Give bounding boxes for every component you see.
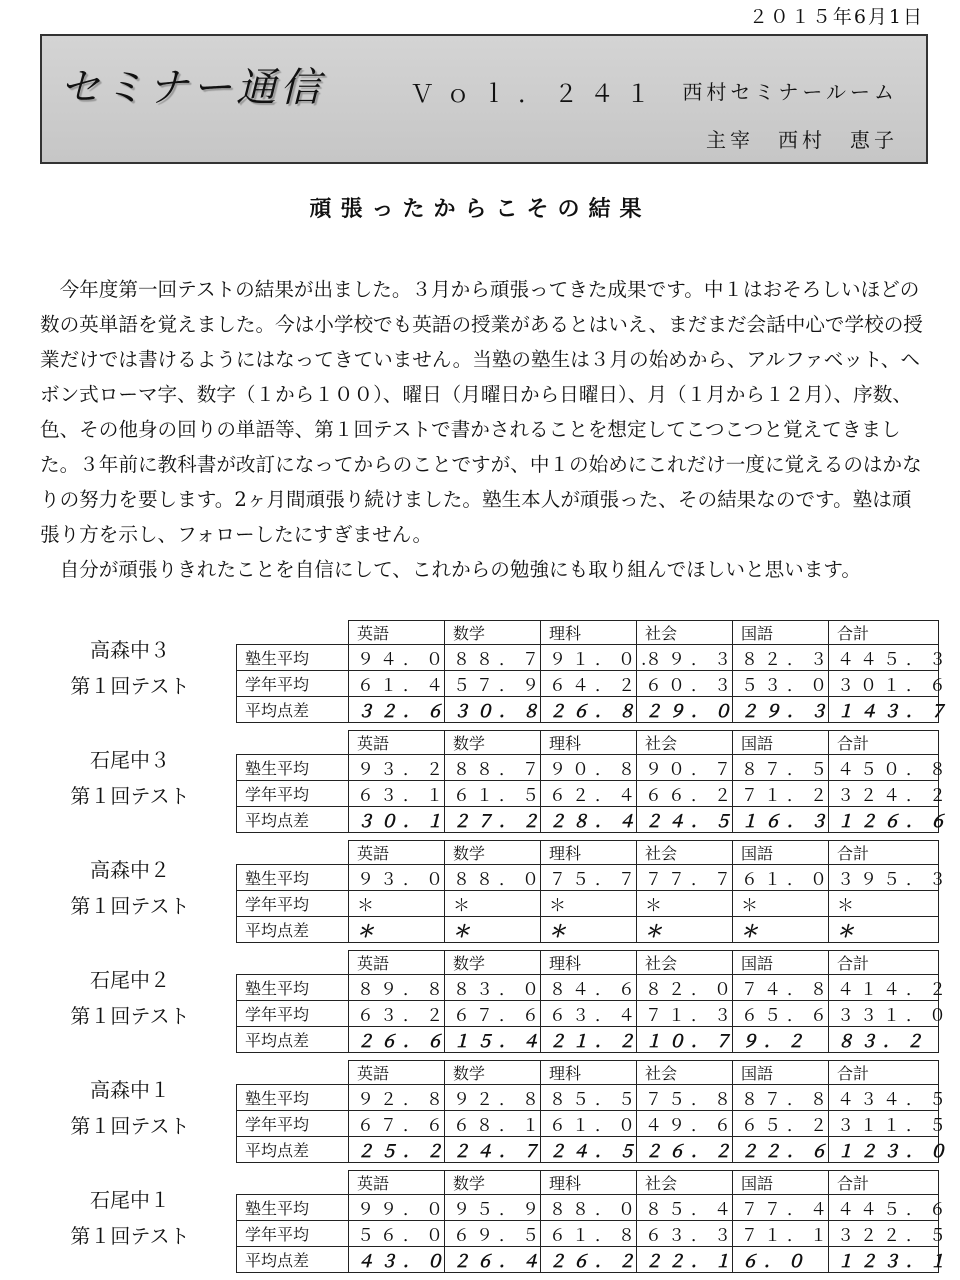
subject-header: 理科 xyxy=(541,1061,637,1085)
score-cell: ６７．６ xyxy=(445,1001,541,1027)
score-cell: ＊ xyxy=(829,891,939,917)
row-label: 塾生平均 xyxy=(237,1085,349,1111)
row-label: 平均点差 xyxy=(237,697,349,723)
header-blank-cell xyxy=(237,621,349,645)
table-row xyxy=(237,917,939,943)
subject-header: 数学 xyxy=(445,841,541,865)
subject-header: 合計 xyxy=(829,621,939,645)
row-label: 塾生平均 xyxy=(237,1195,349,1221)
section-label xyxy=(62,1072,198,1144)
row-label: 塾生平均 xyxy=(237,645,349,671)
score-cell: ８４．６ xyxy=(541,975,637,1001)
score-cell: ６１．４ xyxy=(349,671,445,697)
subject-header: 理科 xyxy=(541,731,637,755)
volume-number: Ｖｏｌ．２４１ xyxy=(410,80,662,108)
row-label: 塾生平均 xyxy=(237,975,349,1001)
subject-header: 合計 xyxy=(829,841,939,865)
table-header-row xyxy=(237,1061,939,1085)
subject-header: 数学 xyxy=(445,951,541,975)
subject-header: 英語 xyxy=(349,731,445,755)
table-row xyxy=(237,1111,939,1137)
article-headline: 頑張ったからこその結果 xyxy=(309,196,651,222)
score-cell: ＊ xyxy=(349,891,445,917)
score-cell: ９０．８ xyxy=(541,755,637,781)
table-row xyxy=(237,1001,939,1027)
score-cell: １０．７ xyxy=(637,1027,733,1053)
score-cell: ２５．２ xyxy=(349,1137,445,1163)
subject-header: 理科 xyxy=(541,841,637,865)
subject-header: 社会 xyxy=(637,841,733,865)
score-cell: １４３．７ xyxy=(829,697,939,723)
score-cell: ２９．３ xyxy=(733,697,829,723)
score-cell: ２６．２ xyxy=(637,1137,733,1163)
subject-header: 国語 xyxy=(733,621,829,645)
table-row xyxy=(237,891,939,917)
score-cell: ４１４．２ xyxy=(829,975,939,1001)
score-cell: ＊ xyxy=(541,891,637,917)
table-row xyxy=(237,865,939,891)
row-label: 学年平均 xyxy=(237,1111,349,1137)
score-cell: ８９．３ xyxy=(637,645,733,671)
score-cell: ７５．７ xyxy=(541,865,637,891)
score-cell: ４９．６ xyxy=(637,1111,733,1137)
score-cell: ９２．８ xyxy=(349,1085,445,1111)
score-cell: ８７．８ xyxy=(733,1085,829,1111)
score-cell: ６０．３ xyxy=(637,671,733,697)
table-row xyxy=(237,697,939,723)
row-label: 学年平均 xyxy=(237,781,349,807)
school-name: 石尾中１ xyxy=(90,1188,170,1212)
subject-header: 合計 xyxy=(829,731,939,755)
score-cell: ６３．４ xyxy=(541,1001,637,1027)
article-paragraph: 自分が頑張りきれたことを自信にして、これからの勉強にも取り組んでほしいと思います。 xyxy=(59,558,861,581)
subject-header: 国語 xyxy=(733,951,829,975)
score-cell: ９４．０ xyxy=(349,645,445,671)
score-section xyxy=(0,950,960,1052)
score-cell: ６５．２ xyxy=(733,1111,829,1137)
header-blank-cell xyxy=(237,1171,349,1195)
row-label: 学年平均 xyxy=(237,891,349,917)
subject-header: 国語 xyxy=(733,1061,829,1085)
header-blank-cell xyxy=(237,951,349,975)
score-cell: ２９．０ xyxy=(637,697,733,723)
test-name: 第１回テスト xyxy=(70,1114,190,1138)
subject-header: 理科 xyxy=(541,1171,637,1195)
article-body xyxy=(40,272,930,587)
subject-header: 合計 xyxy=(829,1061,939,1085)
table-row xyxy=(237,645,939,671)
school-name: 高森中１ xyxy=(90,1078,170,1102)
score-cell: ２６．２ xyxy=(541,1247,637,1273)
row-label: 平均点差 xyxy=(237,1137,349,1163)
score-cell: ６９．５ xyxy=(445,1221,541,1247)
score-cell: ２４．７ xyxy=(445,1137,541,1163)
score-cell: ８２．０ xyxy=(637,975,733,1001)
subject-header: 数学 xyxy=(445,1171,541,1195)
newsletter-banner xyxy=(40,34,928,164)
subject-header: 理科 xyxy=(541,621,637,645)
table-header-row xyxy=(237,731,939,755)
score-cell: ４５０．８ xyxy=(829,755,939,781)
newsletter-title: セミナー通信 xyxy=(60,65,324,111)
subject-header: 社会 xyxy=(637,951,733,975)
section-label xyxy=(62,852,198,924)
score-cell: ＊ xyxy=(733,891,829,917)
table-row xyxy=(237,671,939,697)
table-header-row xyxy=(237,841,939,865)
school-name: 高森中２ xyxy=(90,858,170,882)
row-label: 学年平均 xyxy=(237,671,349,697)
subject-header: 数学 xyxy=(445,621,541,645)
header-blank-cell xyxy=(237,841,349,865)
score-cell: ４４５．６ xyxy=(829,1195,939,1221)
score-cell: ＊ xyxy=(349,917,445,943)
score-cell: ２７．２ xyxy=(445,807,541,833)
subject-header: 社会 xyxy=(637,1061,733,1085)
subject-header: 英語 xyxy=(349,1171,445,1195)
score-cell: ８５．５ xyxy=(541,1085,637,1111)
score-cell: ２２．６ xyxy=(733,1137,829,1163)
organization-name: 西村セミナールーム xyxy=(682,80,898,104)
table-row xyxy=(237,1247,939,1273)
score-cell: ５７．９ xyxy=(445,671,541,697)
score-cell: ６７．６ xyxy=(349,1111,445,1137)
table-row xyxy=(237,755,939,781)
score-cell: ６４．２ xyxy=(541,671,637,697)
subject-header: 数学 xyxy=(445,1061,541,1085)
test-name: 第１回テスト xyxy=(70,784,190,808)
score-cell: ６２．４ xyxy=(541,781,637,807)
score-cell: ８８．７ xyxy=(445,755,541,781)
score-cell: ６１．８ xyxy=(541,1221,637,1247)
score-cell: ３０１．６ xyxy=(829,671,939,697)
section-label xyxy=(62,632,198,704)
row-label: 塾生平均 xyxy=(237,755,349,781)
score-cell: ＊ xyxy=(637,891,733,917)
table-row xyxy=(237,975,939,1001)
school-name: 石尾中２ xyxy=(90,968,170,992)
test-name: 第１回テスト xyxy=(70,1004,190,1028)
subject-header: 数学 xyxy=(445,731,541,755)
score-cell: ９．２ xyxy=(733,1027,829,1053)
header-blank-cell xyxy=(237,1061,349,1085)
score-cell: ６３．１ xyxy=(349,781,445,807)
score-cell: ９３．０ xyxy=(349,865,445,891)
score-cell: ３０．８ xyxy=(445,697,541,723)
score-cell: ＊ xyxy=(445,917,541,943)
score-cell: ６１．０ xyxy=(541,1111,637,1137)
score-cell: ２１．２ xyxy=(541,1027,637,1053)
score-cell: ６８．１ xyxy=(445,1111,541,1137)
score-cell: ３３１．０ xyxy=(829,1001,939,1027)
subject-header: 英語 xyxy=(349,621,445,645)
score-cell: ２６．６ xyxy=(349,1027,445,1053)
score-cell: ９３．２ xyxy=(349,755,445,781)
score-section xyxy=(0,1060,960,1162)
row-label: 平均点差 xyxy=(237,917,349,943)
subject-header: 英語 xyxy=(349,1061,445,1085)
score-table xyxy=(236,1170,952,1273)
table-header-row xyxy=(237,1171,939,1195)
score-cell: ９５．９ xyxy=(445,1195,541,1221)
table-header-row xyxy=(237,951,939,975)
test-name: 第１回テスト xyxy=(70,674,190,698)
header-blank-cell xyxy=(237,731,349,755)
row-label: 平均点差 xyxy=(237,1027,349,1053)
score-cell: １２３．０ xyxy=(829,1137,939,1163)
score-cell: ６３．２ xyxy=(349,1001,445,1027)
score-cell: ７１．３ xyxy=(637,1001,733,1027)
subject-header: 合計 xyxy=(829,951,939,975)
row-label: 平均点差 xyxy=(237,807,349,833)
score-cell: ＊ xyxy=(541,917,637,943)
table-row xyxy=(237,1195,939,1221)
table-row xyxy=(237,781,939,807)
score-cell: ９１．０. xyxy=(541,645,637,671)
score-section xyxy=(0,840,960,942)
table-row xyxy=(237,807,939,833)
subject-header: 合計 xyxy=(829,1171,939,1195)
article-paragraph: 今年度第一回テストの結果が出ました。３月から頑張ってきた成果です。中１はおそろしいほどの数の英単語を覚えました。今は小学校でも英語の授業があるとはいえ、まだまだ会話中心で学校の授業だけでは書けるようにはなってきていません。当塾の塾生は３月の始めから、アルファベット、ヘボン式ローマ字、数字（１から１００）、曜日（月曜日から日曜日）、月（１月から１２月）、序数、色、その他身の回りの単語等、第１回テストで書かされることを想定してこつこつと覚えてきました。３年前に教科書が改訂になってからのことですが、中１の始めにこれだけ一度に覚えるのはかなりの努力を要します。2ヶ月間頑張り続けました。塾生本人が頑張った、その結果なのです。塾は頑張り方を示し、フォローしたにすぎません。 xyxy=(40,278,923,546)
score-cell: ７４．８ xyxy=(733,975,829,1001)
score-cell: ９０．７ xyxy=(637,755,733,781)
score-cell: ６３．３ xyxy=(637,1221,733,1247)
score-cell: ６６．２ xyxy=(637,781,733,807)
score-cell: ７５．８ xyxy=(637,1085,733,1111)
table-row xyxy=(237,1027,939,1053)
score-cell: ５３．０ xyxy=(733,671,829,697)
subject-header: 国語 xyxy=(733,1171,829,1195)
score-table xyxy=(236,730,952,833)
owner-name: 主宰 西村 恵子 xyxy=(706,128,898,152)
score-section xyxy=(0,730,960,832)
score-cell: ８２．３ xyxy=(733,645,829,671)
issue-date: ２０１５年6月1日 xyxy=(748,6,924,28)
score-cell: １５．４ xyxy=(445,1027,541,1053)
score-cell: ２４．５ xyxy=(541,1137,637,1163)
score-cell: ８９．８ xyxy=(349,975,445,1001)
score-cell: ６１．０ xyxy=(733,865,829,891)
score-cell: ３２．６ xyxy=(349,697,445,723)
row-label: 塾生平均 xyxy=(237,865,349,891)
section-label xyxy=(62,962,198,1034)
subject-header: 英語 xyxy=(349,841,445,865)
test-name: 第１回テスト xyxy=(70,894,190,918)
score-cell: ＊ xyxy=(733,917,829,943)
score-cell: １６．３ xyxy=(733,807,829,833)
score-cell: ９２．８ xyxy=(445,1085,541,1111)
subject-header: 理科 xyxy=(541,951,637,975)
test-name: 第１回テスト xyxy=(70,1224,190,1248)
score-cell: ７７．７ xyxy=(637,865,733,891)
school-name: 石尾中３ xyxy=(90,748,170,772)
subject-header: 国語 xyxy=(733,731,829,755)
section-label xyxy=(62,1182,198,1254)
score-cell: ３９５．３ xyxy=(829,865,939,891)
score-cell: ＊ xyxy=(829,917,939,943)
score-cell: ７７．４ xyxy=(733,1195,829,1221)
score-cell: ４４５．３ xyxy=(829,645,939,671)
score-cell: ５６．０ xyxy=(349,1221,445,1247)
row-label: 平均点差 xyxy=(237,1247,349,1273)
score-cell: ９９．０ xyxy=(349,1195,445,1221)
score-table xyxy=(236,620,952,723)
score-cell: ＊ xyxy=(637,917,733,943)
score-cell: ２６．８ xyxy=(541,697,637,723)
score-cell: ２６．４ xyxy=(445,1247,541,1273)
score-cell: ７１．１ xyxy=(733,1221,829,1247)
subject-header: 社会 xyxy=(637,621,733,645)
score-cell: １２３．１ xyxy=(829,1247,939,1273)
score-cell: ７１．２ xyxy=(733,781,829,807)
score-cell: ２８．４ xyxy=(541,807,637,833)
score-cell: ８５．４ xyxy=(637,1195,733,1221)
score-cell: ３２４．２ xyxy=(829,781,939,807)
table-row xyxy=(237,1137,939,1163)
subject-header: 社会 xyxy=(637,731,733,755)
row-label: 学年平均 xyxy=(237,1001,349,1027)
subject-header: 社会 xyxy=(637,1171,733,1195)
score-cell: ８８．７ xyxy=(445,645,541,671)
section-label xyxy=(62,742,198,814)
score-cell: ８８．０ xyxy=(445,865,541,891)
subject-header: 国語 xyxy=(733,841,829,865)
score-cell: ３２２．５ xyxy=(829,1221,939,1247)
score-cell: １２６．６ xyxy=(829,807,939,833)
score-table xyxy=(236,840,952,943)
score-cell: ６１．５ xyxy=(445,781,541,807)
score-cell: ４３４．５ xyxy=(829,1085,939,1111)
score-cell: ３０．１ xyxy=(349,807,445,833)
score-cell: ４３．０ xyxy=(349,1247,445,1273)
score-cell: ８３．０ xyxy=(445,975,541,1001)
score-cell: ６５．６ xyxy=(733,1001,829,1027)
row-label: 学年平均 xyxy=(237,1221,349,1247)
score-table xyxy=(236,950,952,1053)
subject-header: 英語 xyxy=(349,951,445,975)
score-cell: ８３．２ xyxy=(829,1027,939,1053)
score-cell: ＊ xyxy=(445,891,541,917)
table-header-row xyxy=(237,621,939,645)
score-cell: ２２．１ xyxy=(637,1247,733,1273)
score-section xyxy=(0,620,960,722)
score-section xyxy=(0,1170,960,1272)
score-cell: ８７．５ xyxy=(733,755,829,781)
school-name: 高森中３ xyxy=(90,638,170,662)
score-table xyxy=(236,1060,952,1163)
score-cell: ３１１．５ xyxy=(829,1111,939,1137)
score-cell: ８８．０ xyxy=(541,1195,637,1221)
score-cell: ６．０ xyxy=(733,1247,829,1273)
score-cell: ２４．５ xyxy=(637,807,733,833)
table-row xyxy=(237,1085,939,1111)
table-row xyxy=(237,1221,939,1247)
